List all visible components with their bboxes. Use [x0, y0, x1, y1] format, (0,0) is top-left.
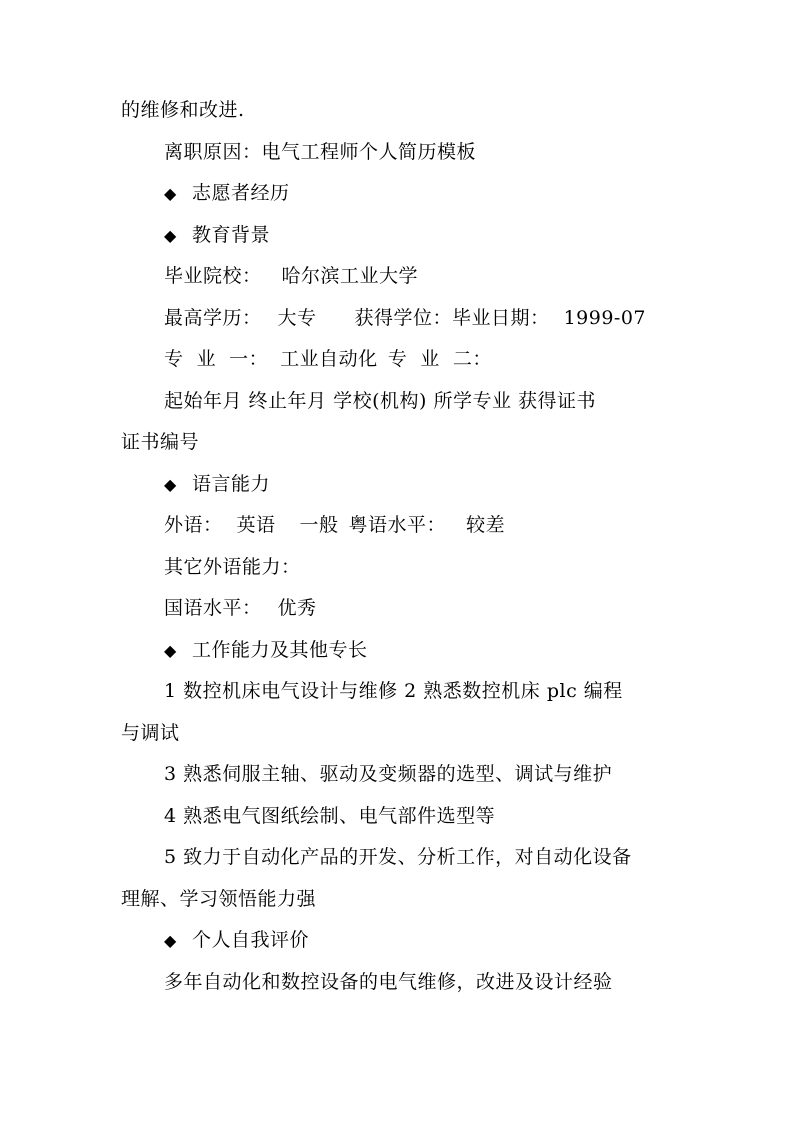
section-heading-skills [164, 638, 368, 663]
major-row [164, 347, 492, 371]
section-heading-volunteer [164, 181, 290, 206]
section-heading-self-evaluation [164, 928, 309, 953]
education-table-header-cont: 证书编号 [121, 431, 200, 453]
mandarin-label: 国语水平： [164, 597, 262, 619]
cantonese-value: 较差 [466, 514, 506, 536]
school-value: 哈尔滨工业大学 [281, 265, 419, 287]
education-level-label: 最高学历： [164, 307, 262, 329]
section-title: 工作能力及其他专长 [192, 639, 368, 661]
skill-item-cont: 理解、学习领悟能力强 [121, 888, 317, 910]
other-language-row: 其它外语能力： [164, 556, 301, 578]
foreign-language-label: 外语： [164, 514, 223, 536]
diamond-icon: ◆ [164, 931, 177, 950]
major-one-value: 工业自动化 [280, 348, 378, 370]
cantonese-label: 粤语水平： [348, 514, 447, 536]
degree-label: 获得学位： [354, 307, 453, 329]
school-label: 毕业院校： [164, 265, 262, 287]
diamond-icon: ◆ [164, 641, 177, 660]
section-title: 教育背景 [192, 224, 271, 246]
mandarin-value: 优秀 [277, 597, 317, 619]
leave-reason-value: 电气工程师个人简历模板 [261, 141, 477, 163]
foreign-language-row [164, 513, 505, 537]
diamond-icon: ◆ [164, 184, 177, 203]
skill-item-cont: 与调试 [121, 722, 180, 744]
graduation-date-value: 1999-07 [563, 307, 647, 329]
graduation-date-label: 毕业日期： [452, 307, 550, 329]
skill-item: 3 熟悉伺服主轴、驱动及变频器的选型、调试与维护 [164, 763, 613, 785]
foreign-language-value: 英语 [236, 514, 276, 536]
mandarin-row [164, 596, 317, 620]
section-title: 个人自我评价 [192, 929, 310, 951]
section-heading-language [164, 472, 270, 497]
major-one-label: 专 业 一： [164, 348, 269, 370]
education-level-value: 大专 [277, 307, 317, 329]
skill-item: 4 熟悉电气图纸绘制、电气部件选型等 [164, 805, 496, 827]
section-title: 语言能力 [192, 473, 271, 495]
degree-row [164, 306, 646, 330]
self-evaluation-text: 多年自动化和数控设备的电气维修，改进及设计经验 [164, 971, 613, 993]
work-description-tail: 的维修和改进. [121, 99, 245, 121]
major-two-label: 专 业 二： [387, 348, 492, 370]
section-title: 志愿者经历 [192, 182, 290, 204]
leave-reason-label: 离职原因： [164, 141, 262, 163]
leave-reason-row [164, 140, 476, 164]
foreign-language-level: 一般 [299, 514, 339, 536]
school-row [164, 264, 418, 288]
diamond-icon: ◆ [164, 475, 177, 494]
education-table-header: 起始年月 终止年月 学校(机构) 所学专业 获得证书 [164, 390, 596, 412]
diamond-icon: ◆ [164, 226, 177, 245]
skill-item: 5 致力于自动化产品的开发、分析工作，对自动化设备 [164, 846, 632, 868]
section-heading-education [164, 223, 270, 248]
skill-item: 1 数控机床电气设计与维修 2 熟悉数控机床 plc 编程 [164, 680, 623, 702]
